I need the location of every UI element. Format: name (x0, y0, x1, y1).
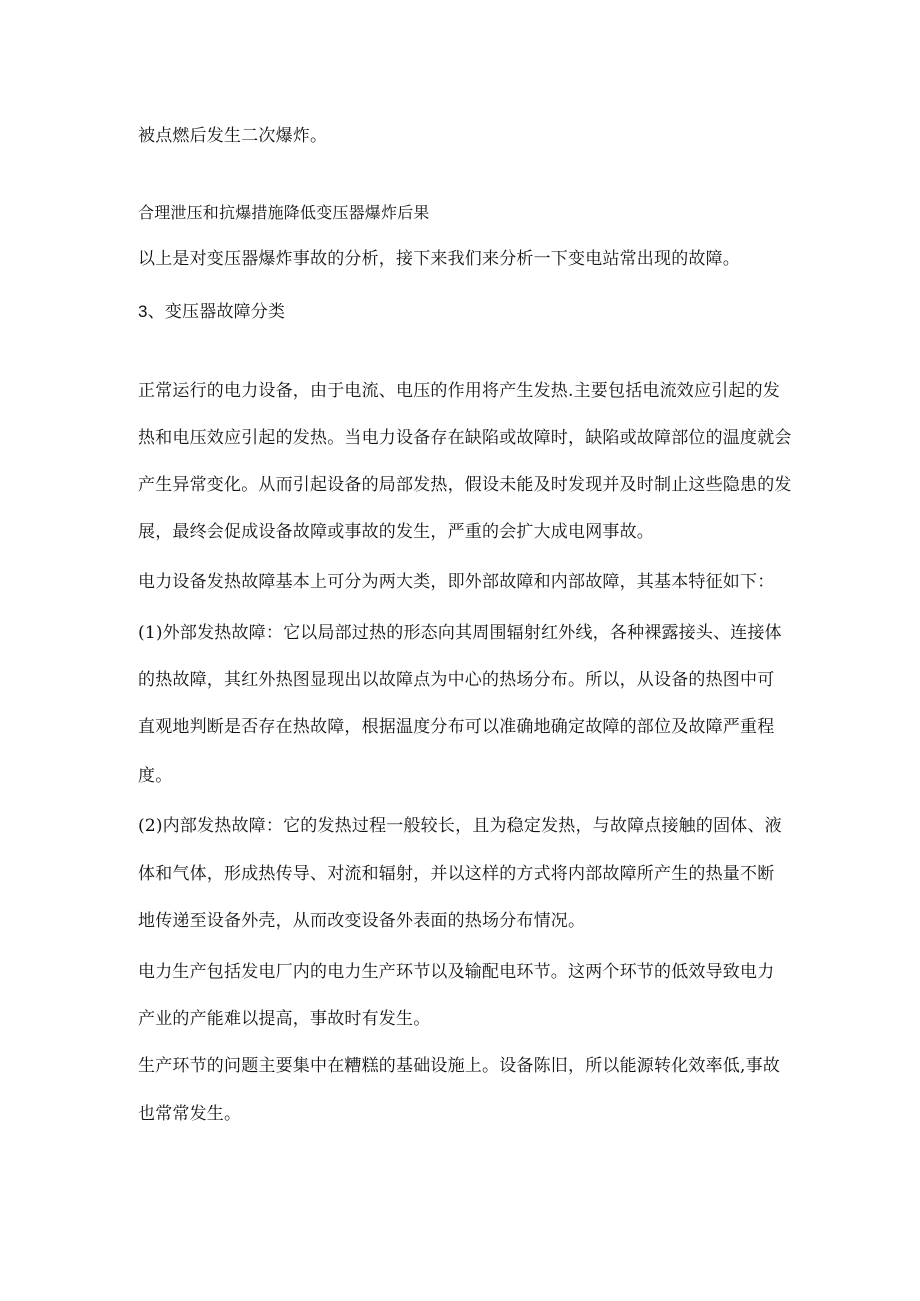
paragraph-1-line-3: 产生异常变化。从而引起设备的局部发热，假设未能及时发现并及时制止这些隐患的发 (138, 475, 792, 495)
section-heading: 3、变压器故障分类 (138, 302, 286, 321)
text-line-continuation: 被点燃后发生二次爆炸。 (138, 126, 328, 146)
paragraph-3-line-3: 直观地判断是否存在热故障，根据温度分布可以准确地确定故障的部位及故障严重程 (138, 717, 775, 737)
paragraph-3-line-1: (1)外部发热故障：它以局部过热的形态向其周围辐射红外线，各种裸露接头、连接体 (138, 623, 782, 643)
paragraph-1-line-2: 热和电压效应引起的发热。当电力设备存在缺陷或故障时，缺陷或故障部位的温度就会 (138, 428, 792, 448)
paragraph-6-line-2: 也常常发生。 (138, 1104, 242, 1124)
paragraph-3-line-2: 的热故障，其红外热图显现出以故障点为中心的热场分布。所以，从设备的热图中可 (138, 670, 775, 690)
paragraph-4-line-3: 地传递至设备外壳，从而改变设备外表面的热场分布情况。 (138, 911, 586, 931)
section-subheading: 合理泄压和抗爆措施降低变压器爆炸后果 (138, 203, 430, 222)
paragraph-2-line-1: 电力设备发热故障基本上可分为两大类，即外部故障和内部故障，其基本特征如下： (138, 572, 775, 592)
paragraph-6-line-1: 生产环节的问题主要集中在糟糕的基础设施上。设备陈旧，所以能源转化效率低,事故 (138, 1056, 781, 1076)
paragraph-1-line-4: 展，最终会促成设备故障或事故的发生，严重的会扩大成电网事故。 (138, 522, 654, 542)
paragraph-4-line-1: (2)内部发热故障：它的发热过程一般较长，且为稳定发热，与故障点接触的固体、液 (138, 816, 782, 836)
paragraph-5-line-1: 电力生产包括发电厂内的电力生产环节以及输配电环节。这两个环节的低效导致电力 (138, 962, 775, 982)
paragraph-3-line-4: 度。 (138, 766, 173, 786)
paragraph-1-line-1: 正常运行的电力设备，由于电流、电压的作用将产生发热.主要包括电流效应引起的发 (138, 381, 781, 401)
paragraph-5-line-2: 产业的产能难以提高，事故时有发生。 (138, 1009, 431, 1029)
text-line-transition: 以上是对变压器爆炸事故的分析，接下来我们来分析一下变电站常出现的故障。 (138, 249, 740, 269)
paragraph-4-line-2: 体和气体，形成热传导、对流和辐射，并以这样的方式将内部故障所产生的热量不断 (138, 864, 775, 884)
